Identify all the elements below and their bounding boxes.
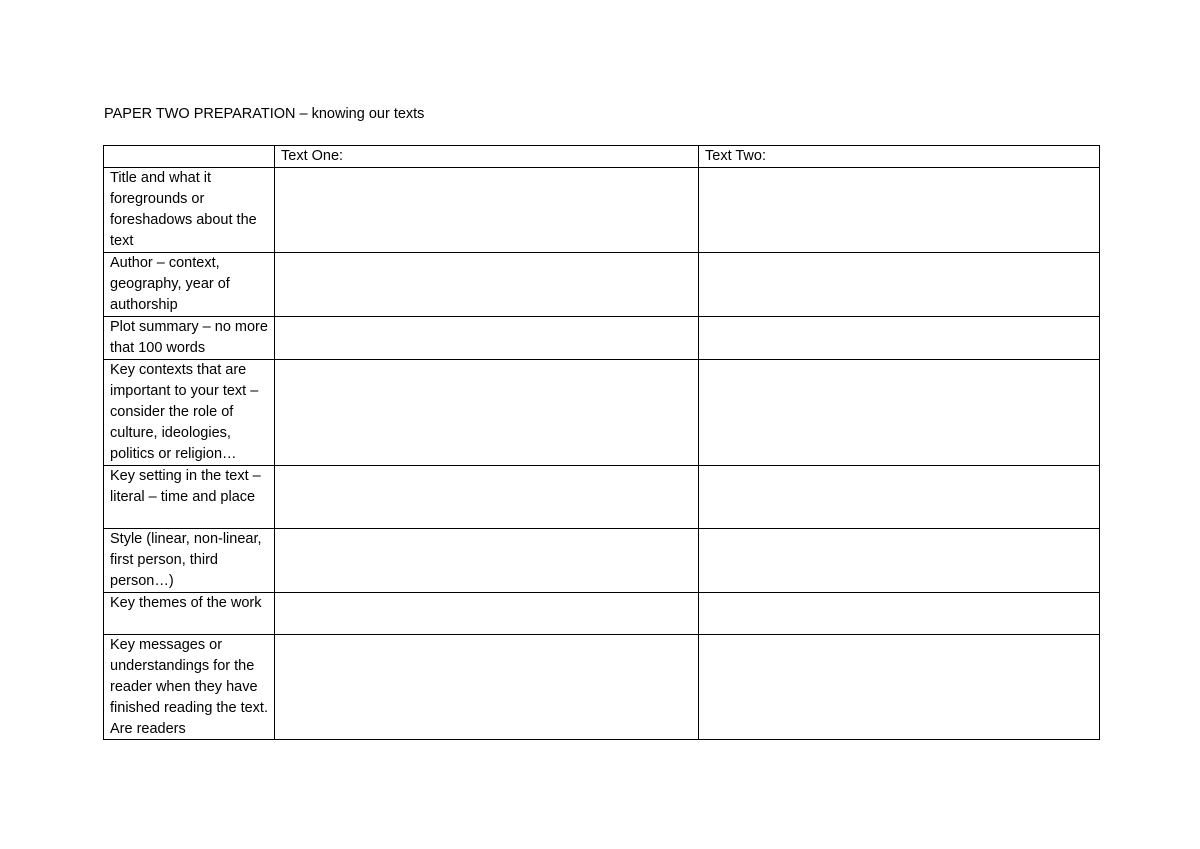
text-one-cell[interactable] bbox=[275, 466, 699, 529]
row-label-cell: Style (linear, non-linear, first person, third person…) bbox=[104, 529, 275, 593]
table-row bbox=[104, 593, 1100, 635]
text-one-cell[interactable] bbox=[275, 635, 699, 740]
row-label-cell: Plot summary – no more that 100 words bbox=[104, 317, 275, 360]
row-label-cell: Key themes of the work bbox=[104, 593, 275, 635]
text-one-cell[interactable] bbox=[275, 168, 699, 253]
table-row bbox=[104, 466, 1100, 529]
table-row bbox=[104, 317, 1100, 360]
text-one-cell[interactable] bbox=[275, 253, 699, 317]
text-one-cell[interactable] bbox=[275, 593, 699, 635]
text-two-cell[interactable] bbox=[699, 593, 1100, 635]
row-label-cell: Key contexts that are important to your text – consider the role of culture, ideologies, politics or religion… bbox=[104, 360, 275, 466]
table-header-row bbox=[104, 146, 1100, 168]
text-two-cell[interactable] bbox=[699, 253, 1100, 317]
text-two-cell[interactable] bbox=[699, 168, 1100, 253]
header-cell-blank bbox=[104, 146, 275, 168]
table-row bbox=[104, 360, 1100, 466]
row-label-cell: Author – context, geography, year of authorship bbox=[104, 253, 275, 317]
table-row bbox=[104, 529, 1100, 593]
header-cell-text-one: Text One: bbox=[275, 146, 699, 168]
document-title: PAPER TWO PREPARATION – knowing our texts bbox=[104, 106, 425, 122]
text-two-cell[interactable] bbox=[699, 317, 1100, 360]
text-two-cell[interactable] bbox=[699, 635, 1100, 740]
row-label-cell: Key setting in the text – literal – time and place bbox=[104, 466, 275, 529]
text-two-cell[interactable] bbox=[699, 529, 1100, 593]
row-label-cell: Title and what it foregrounds or foreshadows about the text bbox=[104, 168, 275, 253]
table-row bbox=[104, 168, 1100, 253]
text-one-cell[interactable] bbox=[275, 317, 699, 360]
table-row bbox=[104, 253, 1100, 317]
preparation-table bbox=[103, 145, 1100, 740]
text-two-cell[interactable] bbox=[699, 360, 1100, 466]
text-two-cell[interactable] bbox=[699, 466, 1100, 529]
text-one-cell[interactable] bbox=[275, 360, 699, 466]
text-one-cell[interactable] bbox=[275, 529, 699, 593]
table-row bbox=[104, 635, 1100, 740]
header-cell-text-two: Text Two: bbox=[699, 146, 1100, 168]
row-label-cell: Key messages or understandings for the reader when they have finished reading the text. Are readers bbox=[104, 635, 275, 740]
